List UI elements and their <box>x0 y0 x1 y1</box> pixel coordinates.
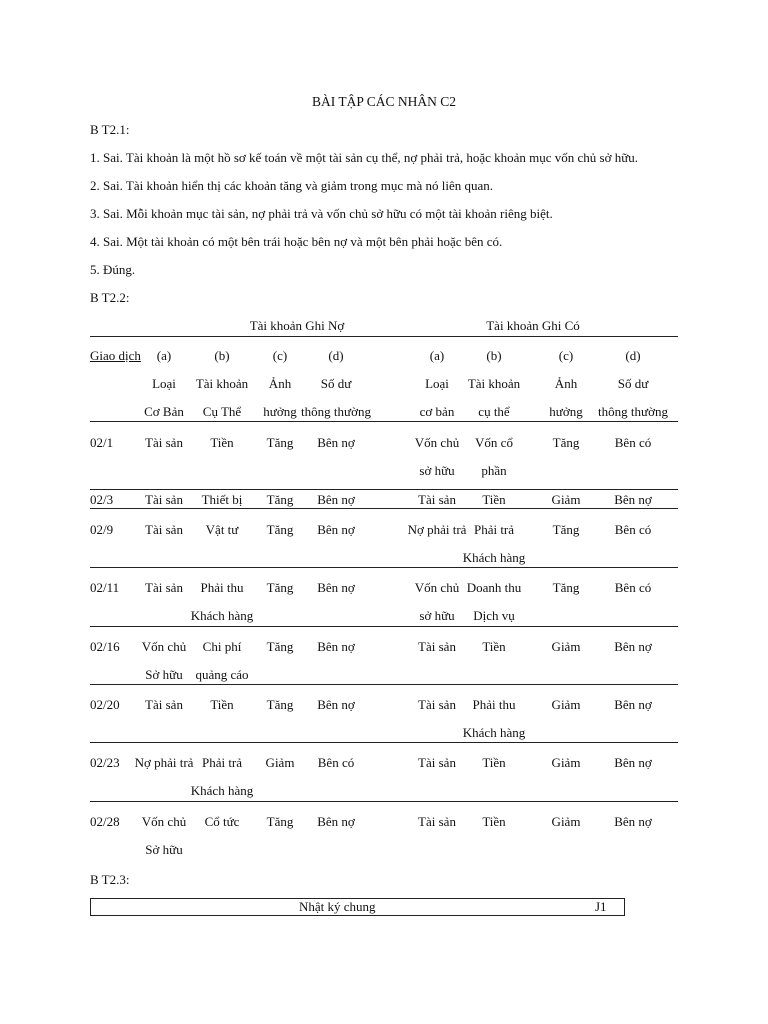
bt22-heading: B T2.2: <box>90 290 130 305</box>
row-divider <box>90 567 678 568</box>
row-divider <box>90 742 678 743</box>
column-header-line2: thông thường <box>598 404 668 419</box>
table-cell: Tăng <box>552 435 580 450</box>
table-cell: Tăng <box>266 492 294 507</box>
table-cell-line2: Khách hàng <box>190 783 254 798</box>
credit-group-header: Tài khoản Ghi Có <box>486 318 580 333</box>
table-cell: Vật tư <box>205 522 239 537</box>
column-header-line1: Loại <box>152 376 176 391</box>
table-cell: Tăng <box>266 435 294 450</box>
column-letter: (c) <box>558 348 574 363</box>
table-cell-line2: Dịch vụ <box>473 608 515 623</box>
table-cell: Bên nợ <box>317 435 355 450</box>
table-top-rule <box>90 336 678 337</box>
column-letter: (b) <box>486 348 502 363</box>
table-cell: Bên nợ <box>614 814 652 829</box>
table-cell: Bên nợ <box>614 492 652 507</box>
table-cell: Vốn cổ <box>475 435 513 450</box>
table-cell: Giảm <box>551 697 581 712</box>
row-divider <box>90 801 678 802</box>
table-cell: Phải thu <box>472 697 516 712</box>
column-header-line2: hưởng <box>263 404 297 419</box>
column-header-line1: Ảnh <box>268 376 292 391</box>
column-letter: (a) <box>156 348 172 363</box>
column-header-line2: thông thường <box>301 404 371 419</box>
table-cell: Phải trả <box>201 755 243 770</box>
bt21-item: 4. Sai. Một tài khoản có một bên trái hoặc bên nợ và một bên phải hoặc bên có. <box>90 234 503 249</box>
table-cell-line2: Khách hàng <box>190 608 254 623</box>
table-cell: Tài sản <box>145 697 183 712</box>
page-title: BÀI TẬP CÁC NHÂN C2 <box>311 94 457 109</box>
table-cell: Phải thu <box>200 580 244 595</box>
bt21-heading: B T2.1: <box>90 122 130 137</box>
row-date: 02/1 <box>90 435 114 450</box>
journal-page-number: J1 <box>595 899 607 914</box>
table-cell: Nợ phải trả <box>407 522 467 537</box>
table-cell: Tài sản <box>145 492 183 507</box>
row-divider <box>90 489 678 490</box>
row-date: 02/3 <box>90 492 114 507</box>
bt23-heading: B T2.3: <box>90 872 130 887</box>
column-header-line1: Số dư <box>320 376 352 391</box>
table-cell: Vốn chủ <box>141 639 187 654</box>
table-cell: Giảm <box>265 755 295 770</box>
table-cell: Bên có <box>317 755 355 770</box>
table-cell: Vốn chủ <box>414 580 460 595</box>
table-cell: Tiền <box>482 639 506 654</box>
column-letter: (c) <box>272 348 288 363</box>
table-cell: Tài sản <box>418 492 456 507</box>
table-cell: Tài sản <box>418 697 456 712</box>
table-cell: Bên có <box>614 522 652 537</box>
table-cell: Tiền <box>482 755 506 770</box>
table-cell: Nợ phải trả <box>134 755 194 770</box>
column-header-line1: Tài khoản <box>195 376 249 391</box>
table-cell: Bên nợ <box>317 522 355 537</box>
table-cell-line2: quảng cáo <box>195 667 249 682</box>
table-cell-line2: sở hữu <box>419 608 455 623</box>
general-journal-header <box>90 898 625 916</box>
column-header-line1: Loại <box>425 376 449 391</box>
table-cell-line2: sở hữu <box>419 463 455 478</box>
table-cell: Bên có <box>614 435 652 450</box>
table-cell: Bên nợ <box>317 814 355 829</box>
column-header-line2: hưởng <box>549 404 583 419</box>
table-cell: Bên nợ <box>317 580 355 595</box>
column-letter: (a) <box>429 348 445 363</box>
table-cell: Tài sản <box>145 435 183 450</box>
table-cell: Tài sản <box>418 814 456 829</box>
table-cell: Tăng <box>266 580 294 595</box>
table-cell: Bên nợ <box>614 755 652 770</box>
column-header-line2: cơ bản <box>419 404 455 419</box>
column-letter: (d) <box>625 348 641 363</box>
column-header-line1: Ảnh <box>554 376 578 391</box>
table-cell: Tài sản <box>145 580 183 595</box>
row-date: 02/28 <box>90 814 120 829</box>
table-cell: Tiền <box>210 435 234 450</box>
table-cell-line2: Khách hàng <box>462 550 526 565</box>
table-cell: Tăng <box>266 639 294 654</box>
column-header-line2: cụ thể <box>478 404 510 419</box>
table-cell-line2: Sở hữu <box>145 842 183 857</box>
column-header-line1: Số dư <box>617 376 649 391</box>
row-date: 02/11 <box>90 580 120 595</box>
table-cell: Bên nợ <box>614 697 652 712</box>
row-date: 02/9 <box>90 522 114 537</box>
table-cell: Bên có <box>614 580 652 595</box>
row-divider <box>90 684 678 685</box>
row-date: 02/16 <box>90 639 120 654</box>
table-cell: Tiền <box>482 814 506 829</box>
column-header-line2: Cơ Bản <box>144 404 184 419</box>
table-cell: Tăng <box>552 580 580 595</box>
table-cell: Vốn chủ <box>414 435 460 450</box>
table-cell: Chi phí <box>202 639 242 654</box>
table-cell: Tiền <box>482 492 506 507</box>
table-cell: Doanh thu <box>466 580 522 595</box>
table-cell: Bên nợ <box>317 697 355 712</box>
table-cell: Giảm <box>551 755 581 770</box>
table-cell: Tăng <box>266 697 294 712</box>
table-cell: Bên nợ <box>317 492 355 507</box>
table-cell-line2: phần <box>481 463 507 478</box>
table-cell: Bên nợ <box>614 639 652 654</box>
table-cell: Tiền <box>210 697 234 712</box>
row-divider <box>90 508 678 509</box>
table-cell: Tài sản <box>418 755 456 770</box>
table-cell: Cổ tức <box>204 814 240 829</box>
column-letter: (b) <box>214 348 230 363</box>
row-divider <box>90 421 678 422</box>
table-cell: Phải trả <box>473 522 515 537</box>
table-cell-line2: Sở hữu <box>145 667 183 682</box>
journal-title: Nhật ký chung <box>299 899 376 914</box>
column-letter: (d) <box>328 348 344 363</box>
bt21-item: 1. Sai. Tài khoản là một hồ sơ kế toán về một tài sản cụ thể, nợ phải trả, hoặc khoản mục vốn chủ sở hữu. <box>90 150 639 165</box>
debit-group-header: Tài khoản Ghi Nợ <box>249 318 345 333</box>
table-cell: Giảm <box>551 492 581 507</box>
row-date: 02/20 <box>90 697 120 712</box>
table-cell: Giảm <box>551 639 581 654</box>
table-cell-line2: Khách hàng <box>462 725 526 740</box>
column-header-line2: Cụ Thể <box>202 404 242 419</box>
bt21-item: 5. Đúng. <box>90 262 136 277</box>
table-cell: Giảm <box>551 814 581 829</box>
table-cell: Tăng <box>266 814 294 829</box>
row-divider <box>90 626 678 627</box>
table-cell: Tài sản <box>418 639 456 654</box>
table-cell: Tăng <box>266 522 294 537</box>
bt21-item: 3. Sai. Mỗi khoản mục tài sản, nợ phải trả và vốn chủ sở hữu có một tài khoản riêng biệt. <box>90 206 553 221</box>
table-cell: Thiết bị <box>201 492 243 507</box>
bt21-item: 2. Sai. Tài khoản hiển thị các khoản tăng và giảm trong mục mà nó liên quan. <box>90 178 494 193</box>
row-date: 02/23 <box>90 755 120 770</box>
table-cell: Bên nợ <box>317 639 355 654</box>
column-header-line1: Tài khoản <box>467 376 521 391</box>
table-cell: Vốn chủ <box>141 814 187 829</box>
table-cell: Tăng <box>552 522 580 537</box>
giao-dich-header: Giao dịch <box>90 348 141 363</box>
table-cell: Tài sản <box>145 522 183 537</box>
